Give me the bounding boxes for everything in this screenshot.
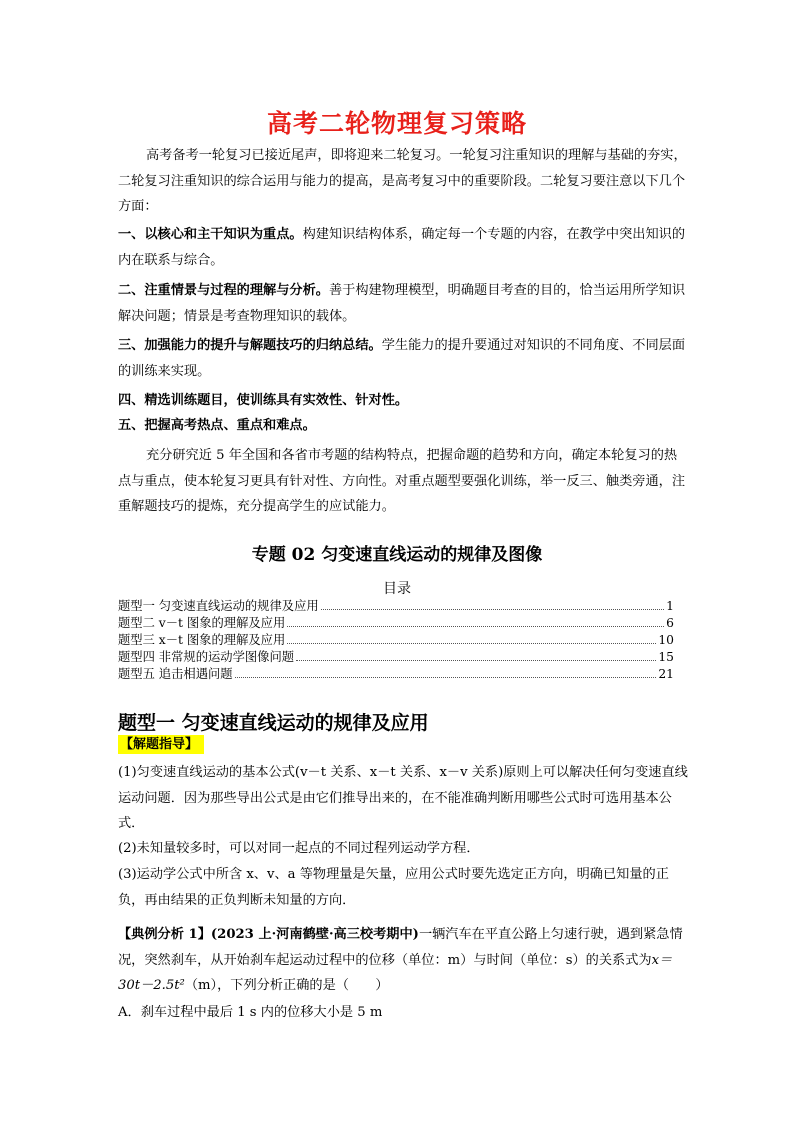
option-a[interactable]: A．刹车过程中最后 1 s 内的位移大小是 5 m <box>118 1005 383 1020</box>
toc-item[interactable] <box>118 598 674 615</box>
section-title: 专题 02 匀变速直线运动的规律及图像 <box>251 545 543 565</box>
type-heading: 题型一 匀变速直线运动的规律及应用 <box>118 712 429 734</box>
example-text-2: （m），下列分析正确的是（ ） <box>184 978 389 993</box>
toc-leader <box>287 626 664 627</box>
table-of-contents <box>118 598 674 683</box>
toc-item-label: 题型四 非常规的运动学图像问题 <box>118 650 295 664</box>
toc-item-page: 6 <box>666 616 674 630</box>
toc-item-label: 题型一 匀变速直线运动的规律及应用 <box>118 599 319 613</box>
toc-leader <box>287 643 656 644</box>
toc-item[interactable] <box>118 632 674 649</box>
example-tag: 【典例分析 1】 <box>118 927 211 942</box>
point-2-bold: 二、注重情景与过程的理解与分析。 <box>118 283 329 298</box>
example-text-1: 一辆汽车在平直公路上匀速行驶，遇到紧急情况，突然刹车，从开始刹车起运动过程中的位移（单位：m）与时间（单位：s）的关系式为 <box>118 927 683 968</box>
intro-paragraph: 高考备考一轮复习已接近尾声，即将迎来二轮复习。一轮复习注重知识的理解与基础的夯实，二轮复习注重知识的综合运用与能力的提高，是高考复习中的重要阶段。二轮复习要注意以下几个方面： <box>118 148 687 214</box>
toc-item[interactable] <box>118 649 674 666</box>
toc-leader <box>296 660 656 661</box>
point-4-bold: 四、精选训练题目，使训练具有实效性、针对性。 <box>118 393 409 408</box>
toc-item-label: 题型二 v－t 图象的理解及应用 <box>118 616 286 630</box>
guide-item-2: (2)未知量较多时，可以对同一起点的不同过程列运动学方程． <box>118 841 480 856</box>
toc-heading: 目录 <box>383 581 411 597</box>
point-2 <box>118 278 688 329</box>
closing-paragraph: 充分研究近 5 年全国和各省市考题的结构特点，把握命题的趋势和方向，确定本轮复习的热点与重点，使本轮复习更具有针对性、方向性。对重点题型要强化训练，举一反三、触类旁通，注重解题技巧的提炼，充分提高学生的应试能力。 <box>118 448 686 514</box>
toc-item[interactable] <box>118 666 674 683</box>
page-title: 高考二轮物理复习策略 <box>266 109 527 138</box>
point-5 <box>118 413 688 439</box>
toc-item-page: 10 <box>658 633 674 647</box>
guide-item-3: (3)运动学公式中所含 x、v、a 等物理量是矢量，应用公式时要先选定正方向，明确已知量的正负，再由结果的正负判断未知量的方向． <box>118 867 669 908</box>
toc-leader <box>321 609 665 610</box>
guide-item-1: (1)匀变速直线运动的基本公式(v－t 关系、x－t 关系、x－v 关系)原则上可以解决任何匀变速直线运动问题．因为那些导出公式是由它们推导出来的，在不能准确判断用哪些公式时可选用基本公式． <box>118 765 688 831</box>
point-1-bold: 一、以核心和主干知识为重点。 <box>118 227 303 242</box>
toc-item-label: 题型三 x－t 图象的理解及应用 <box>118 633 286 647</box>
toc-item-page: 15 <box>658 650 674 664</box>
point-2-text: 善于构建物理模型，明确题目考查的目的，恰当运用所学知识解决问题；情景是考查物理知识的载体。 <box>118 283 686 324</box>
point-1-text: 构建知识结构体系，确定每一个专题的内容，在教学中突出知识的内在联系与综合。 <box>118 227 686 268</box>
toc-item-label: 题型五 追击相遇问题 <box>118 667 233 681</box>
point-1 <box>118 222 688 273</box>
toc-item-page: 21 <box>658 667 674 681</box>
toc-item[interactable] <box>118 615 674 632</box>
point-3-text: 学生能力的提升要通过对知识的不同角度、不同层面的训练来实现。 <box>118 338 686 379</box>
guide-tag: 【解题指导】 <box>118 735 204 754</box>
point-3-bold: 三、加强能力的提升与解题技巧的归纳总结。 <box>118 338 382 353</box>
example-source: (2023 上·河南鹤壁·高三校考期中) <box>210 927 419 942</box>
point-5-bold: 五、把握高考热点、重点和难点。 <box>118 418 316 433</box>
toc-item-page: 1 <box>666 599 674 613</box>
example-question <box>118 922 688 999</box>
point-3 <box>118 333 688 384</box>
toc-leader <box>235 677 657 678</box>
example-formula: x＝30t－2.5t² <box>118 952 673 993</box>
point-4 <box>118 388 688 414</box>
